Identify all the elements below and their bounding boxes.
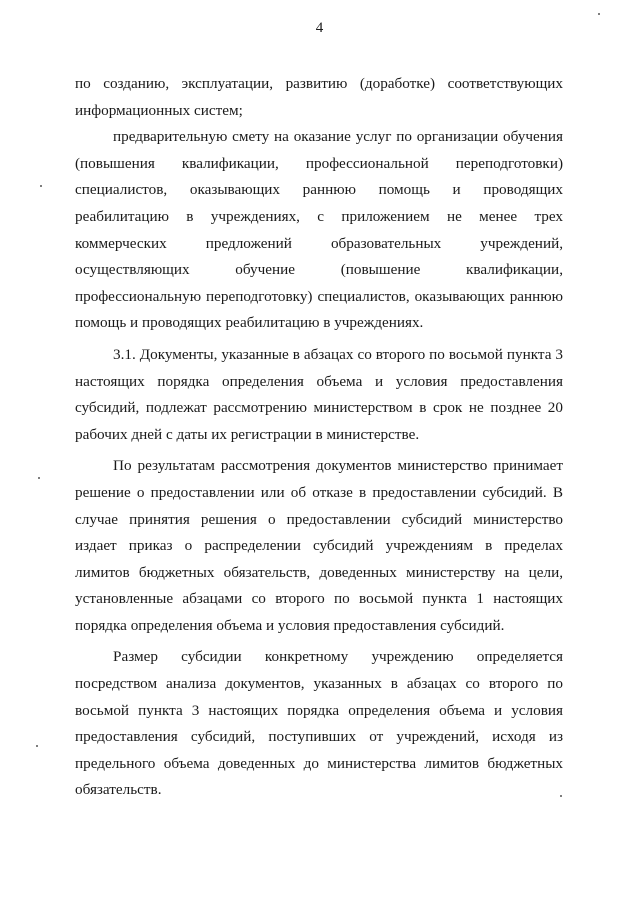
document-body <box>75 71 563 804</box>
paragraph-subsidy-size: Размер субсидии конкретному учреждению определяется посредством анализа документов, указанных в абзацах со второго по восьмой пункта 3 настоящих порядка определения объема и условия предоставления субсидий, поступивших от учреждений, исходя из предельного объема доведенных до министерства лимитов бюджетных обязательств. <box>75 648 563 799</box>
paragraph-3-1: 3.1. Документы, указанные в абзацах со второго по восьмой пункта 3 настоящих порядка определения объема и условия предоставления субсидий, подлежат рассмотрению министерством в срок не позднее 20 рабочих дней с даты их регистрации в министерстве. <box>75 345 563 443</box>
paragraph-estimate: предварительную смету на оказание услуг по организации обучения (повышения квалификации, профессиональной переподготовки) специалистов, оказывающих раннюю помощь и проводящих реабилитацию в учреждениях, с приложением не менее трех коммерческих предложений образовательных учреждений, осуществляющих обучение (повышение квалификации, профессиональную переподготовку) специалистов, оказывающих раннюю помощь и проводящих реабилитацию в учреждениях. <box>75 128 563 332</box>
page-number: 4 <box>315 20 324 36</box>
paragraph-review-results: По результатам рассмотрения документов министерство принимает решение о предоставлении или об отказе в предоставлении субсидий. В случае принятия решения о предоставлении субсидий министерство издает приказ о распределении субсидий учреждениям в пределах лимитов бюджетных обязательств, доведенных министерству на цели, установленные абзацами со второго по восьмой пункта 1 настоящих порядка определения объема и условия предоставления субсидий. <box>75 457 563 634</box>
scan-speck <box>36 745 38 747</box>
paragraph-continuation: по созданию, эксплуатации, развитию (доработке) соответствующих информационных систем; <box>75 75 563 119</box>
scan-speck <box>560 795 562 797</box>
scan-speck <box>40 185 42 187</box>
scan-speck <box>38 477 40 479</box>
scan-speck <box>598 13 600 15</box>
